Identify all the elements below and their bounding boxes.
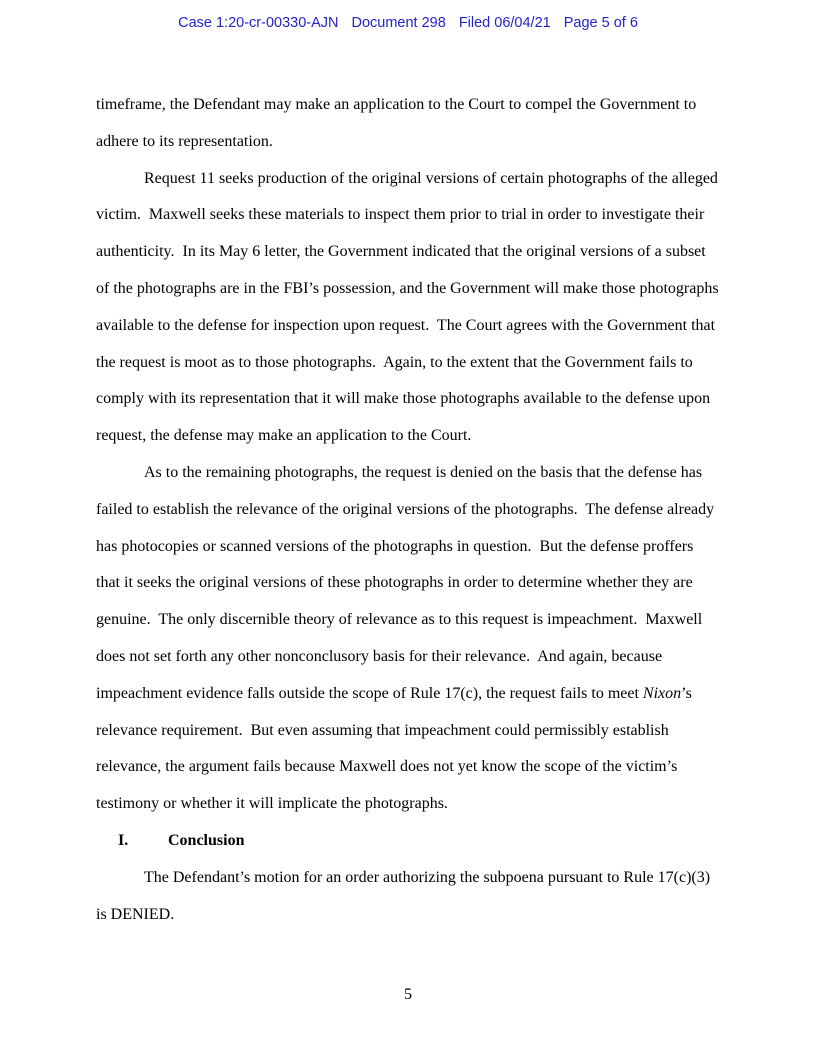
- paragraph-remaining-photographs: [96, 455, 720, 823]
- stamp-case-number: Case 1:20-cr-00330-AJN: [178, 15, 339, 31]
- page-number-footer: [0, 986, 816, 1004]
- heading-number: I.: [118, 831, 129, 849]
- paragraph-segment: ’s relevance requirement. But even assuming that impeachment could permissibly establish relevance, the argument fails because Maxwell does not yet know the scope of the victim’s testimony or whether it will implicate the photographs.: [96, 684, 696, 813]
- heading-label: Conclusion: [168, 831, 245, 849]
- paragraph-denied: The Defendant’s motion for an order authorizing the subpoena pursuant to Rule 17(c)(3) is DENIED.: [96, 868, 715, 923]
- paragraph-request-11: Request 11 seeks production of the original versions of certain photographs of the alleged victim. Maxwell seeks these materials to inspect them prior to trial in order to investigate their authenticity. In its May 6 letter, the Government indicated that the original versions of a subset of the photographs are in the FBI’s possession, and the Government will make those photographs available to the defense for inspection upon request. The Court agrees with the Government that the request is moot as to those photographs. Again, to the extent that the Government fails to comply with its representation that it will make those photographs available to the defense upon request, the defense may make an application to the Court.: [96, 169, 723, 445]
- paragraph-continuation: timeframe, the Defendant may make an application to the Court to compel the Government to adhere to its representation.: [96, 96, 701, 150]
- stamp-page-count: Page 5 of 6: [563, 15, 638, 31]
- stamp-filed-date: Filed 06/04/21: [458, 15, 551, 31]
- cmecf-header-stamp: [0, 15, 816, 31]
- section-heading-conclusion: [96, 823, 720, 860]
- paragraph-segment: As to the remaining photographs, the request is denied on the basis that the defense has failed to establish the relevance of the original versions of the photographs. The defense already has photocopies or scanned versions of the photographs in question. But the defense proffers that it seeks the original versions of these photographs in order to determine whether they are genuine. The only discernible theory of relevance as to this request is impeachment. Maxwell does not set forth any other nonconclusory basis for their relevance. And again, because impeachment evidence falls outside the scope of Rule 17(c), the request fails to meet: [96, 463, 719, 702]
- stamp-document-number: Document 298: [351, 15, 446, 31]
- page-number: 5: [404, 986, 412, 1003]
- document-body: [96, 87, 723, 933]
- case-name-italic: Nixon: [642, 684, 682, 702]
